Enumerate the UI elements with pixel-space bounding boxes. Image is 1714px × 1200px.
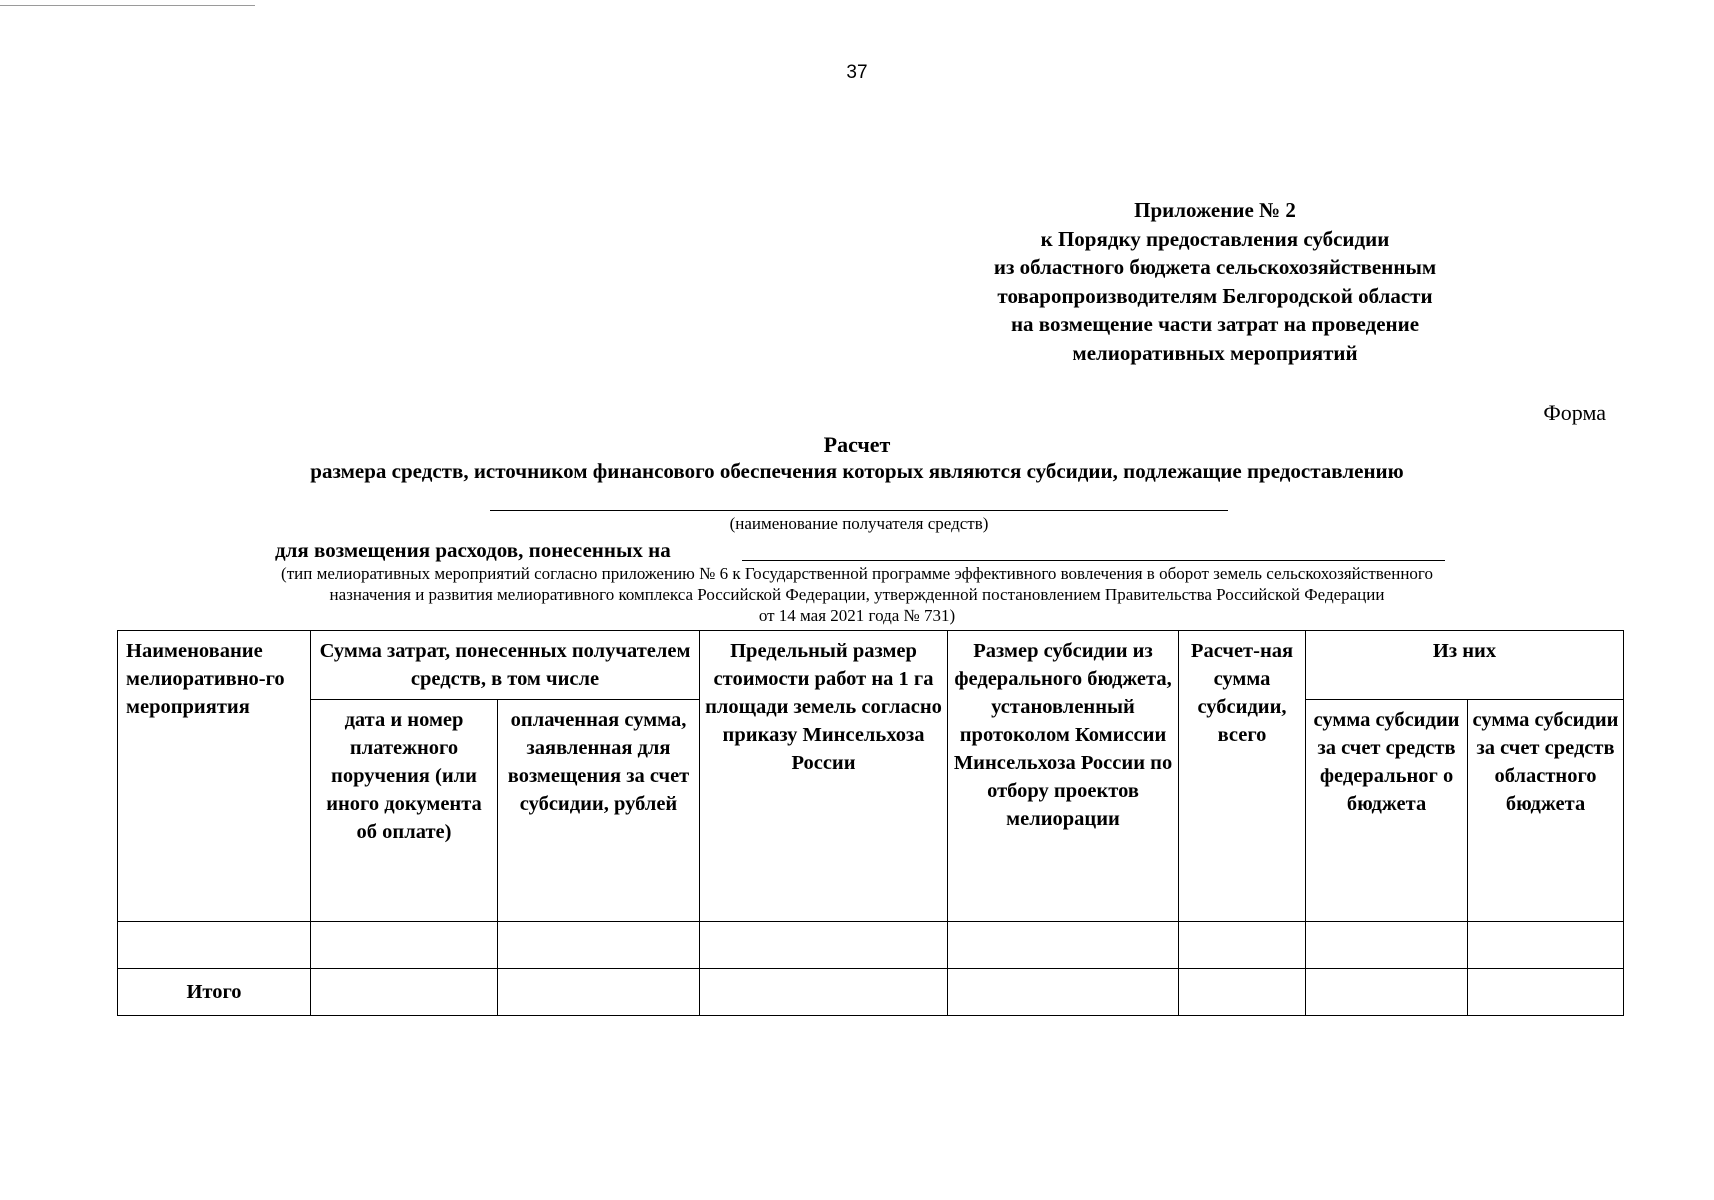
cell-regional-part[interactable] xyxy=(1468,922,1624,969)
document-title: Расчет xyxy=(823,432,891,457)
header-federal-subsidy-size: Размер субсидии из федерального бюджета, установленный протоколом Комиссии Минсельхоза России по отбору проектов мелиорации xyxy=(948,631,1179,922)
total-max-cost[interactable] xyxy=(700,969,948,1016)
header-paid-amount: оплаченная сумма, заявленная для возмещения за счет субсидии, рублей xyxy=(498,700,700,922)
header-max-cost: Предельный размер стоимости работ на 1 га площади земель согласно приказу Минсельхоза России xyxy=(700,631,948,922)
expenses-type-blank[interactable] xyxy=(742,560,1445,561)
appendix-line: из областного бюджета сельскохозяйственным xyxy=(993,255,1437,279)
appendix-line: Приложение № 2 xyxy=(1134,198,1296,222)
total-calculated[interactable] xyxy=(1179,969,1306,1016)
total-federal-subsidy-size[interactable] xyxy=(948,969,1179,1016)
document-subtitle: размера средств, источником финансового обеспечения которых являются субсидии, подлежащие предоставлению xyxy=(310,459,1404,483)
expenses-label: для возмещения расходов, понесенных на xyxy=(275,538,671,562)
total-label: Итого xyxy=(118,969,311,1016)
total-regional-part[interactable] xyxy=(1468,969,1624,1016)
header-costs-group: Сумма затрат, понесенных получателем средств, в том числе xyxy=(311,631,700,700)
appendix-line: мелиоративных мероприятий xyxy=(1072,340,1358,365)
header-measure-name: Наименование мелиоративно-го мероприятия xyxy=(118,631,311,922)
header-payment-document: дата и номер платежного поручения (или иного документа об оплате) xyxy=(311,700,498,922)
header-regional-part: сумма субсидии за счет средств областного бюджета xyxy=(1468,700,1624,922)
cell-max-cost[interactable] xyxy=(700,922,948,969)
cell-federal-subsidy-size[interactable] xyxy=(948,922,1179,969)
page-number: 37 xyxy=(846,62,868,83)
type-hint-line: (тип мелиоративных мероприятий согласно приложению № 6 к Государственной программе эффективного вовлечения в оборот земель сельскохозяйственного xyxy=(281,564,1433,583)
appendix-line: к Порядку предоставления субсидии xyxy=(1040,226,1390,251)
cell-federal-part[interactable] xyxy=(1306,922,1468,969)
type-hint-line: от 14 мая 2021 года № 731) xyxy=(758,606,956,625)
total-paid-amount[interactable] xyxy=(498,969,700,1016)
table-row xyxy=(118,922,1624,969)
header-row xyxy=(118,631,1624,700)
cell-paid-amount[interactable] xyxy=(498,922,700,969)
recipient-name-blank[interactable] xyxy=(490,510,1228,511)
cell-payment-document[interactable] xyxy=(311,922,498,969)
total-federal-part[interactable] xyxy=(1306,969,1468,1016)
header-calculated-total: Расчет-ная сумма субсидии, всего xyxy=(1179,631,1306,922)
recipient-hint: (наименование получателя средств) xyxy=(729,514,989,533)
scan-edge-line xyxy=(0,5,255,6)
appendix-header xyxy=(900,196,1530,367)
header-federal-part: сумма субсидии за счет средств федеральног о бюджета xyxy=(1306,700,1468,922)
header-of-them: Из них xyxy=(1306,631,1624,700)
total-payment-document[interactable] xyxy=(311,969,498,1016)
cell-calculated-total[interactable] xyxy=(1179,922,1306,969)
type-hint xyxy=(0,563,1714,626)
total-row xyxy=(118,969,1624,1016)
calculation-table xyxy=(117,630,1624,1016)
appendix-line: на возмещение части затрат на проведение xyxy=(1010,312,1420,336)
cell-measure-name[interactable] xyxy=(118,922,311,969)
type-hint-line: назначения и развития мелиоративного комплекса Российской Федерации, утвержденной постановлением Правительства Российской Федерации xyxy=(329,585,1385,604)
form-label: Форма xyxy=(1543,400,1606,425)
appendix-line: товаропроизводителям Белгородской области xyxy=(997,283,1433,308)
